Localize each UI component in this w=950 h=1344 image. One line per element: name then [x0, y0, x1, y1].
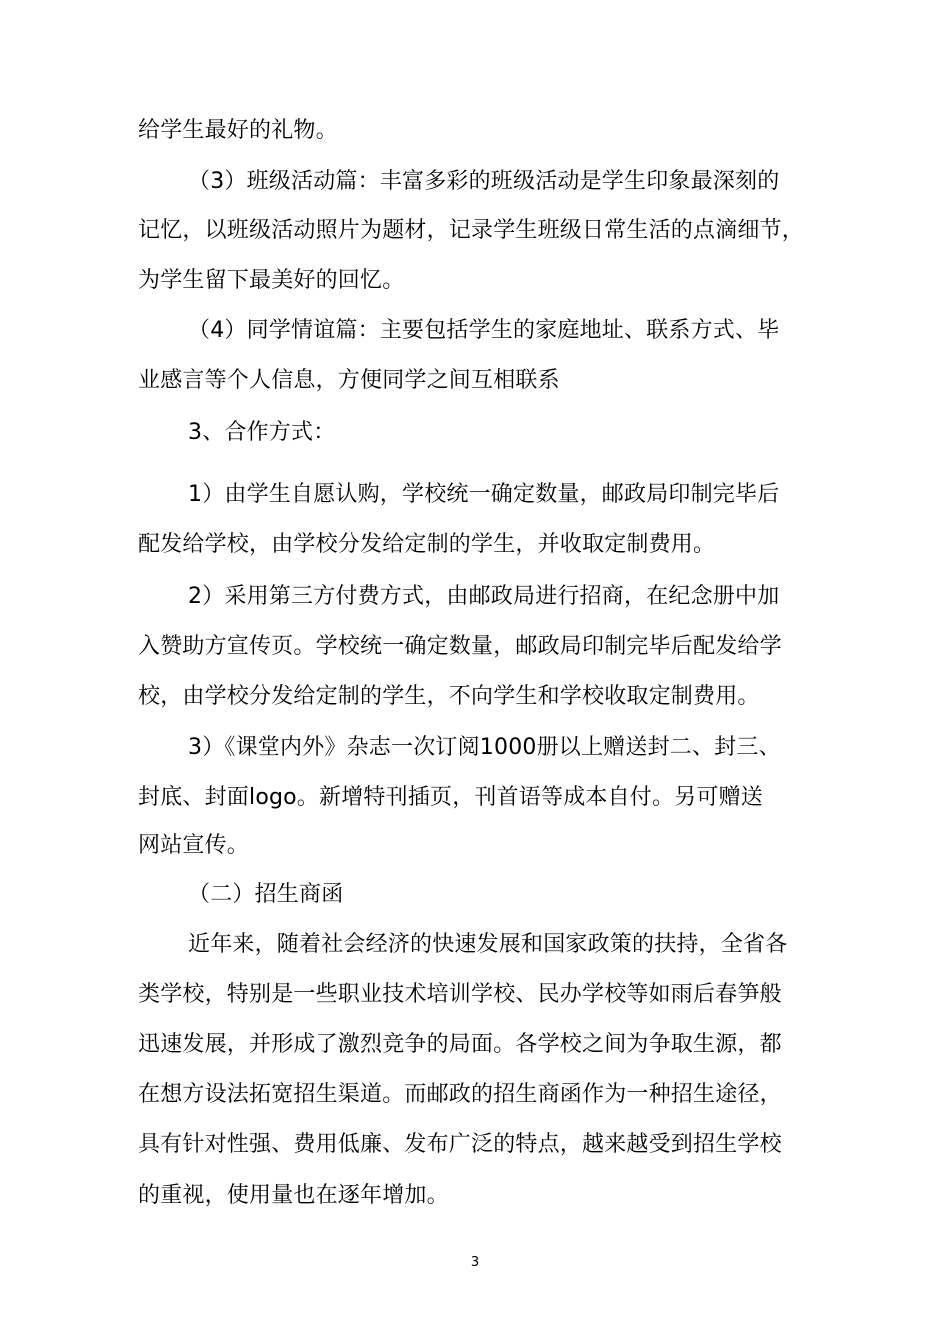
text-line: （4）同学情谊篇：主要包括学生的家庭地址、联系方式、毕: [188, 318, 780, 343]
text-line: 配发给学校，由学校分发给定制的学生，并收取定制费用。: [138, 532, 716, 557]
text-line: 业感言等个人信息，方便同学之间互相联系: [138, 368, 560, 393]
page-number: 3: [470, 1255, 480, 1270]
text-line: 为学生留下最美好的回忆。: [138, 268, 405, 293]
text-line: （3）班级活动篇：丰富多彩的班级活动是学生印象最深刻的: [188, 169, 780, 194]
text-line: 校，由学校分发给定制的学生，不向学生和学校收取定制费用。: [138, 684, 760, 709]
text-line: 1）由学生自愿认购，学校统一确定数量，邮政局印制完毕后: [188, 482, 780, 507]
section-heading: （二）招生商函: [188, 882, 344, 907]
text-line: 类学校，特别是一些职业技术培训学校、民办学校等如雨后春笋般: [138, 982, 782, 1007]
text-line: 入赞助方宣传页。学校统一确定数量，邮政局印制完毕后配发给学: [138, 634, 782, 659]
text-line: 在想方设法拓宽招生渠道。而邮政的招生商函作为一种招生途径，: [138, 1082, 782, 1107]
text-line: 记忆，以班级活动照片为题材，记录学生班级日常生活的点滴细节，: [138, 218, 805, 243]
text-line: 封底、封面logo。新增特刊插页，刊首语等成本自付。另可赠送: [138, 785, 763, 810]
text-line: 具有针对性强、费用低廉、发布广泛的特点，越来越受到招生学校: [138, 1132, 782, 1157]
text-line: 给学生最好的礼物。: [138, 118, 338, 143]
text-line: 网站宣传。: [138, 833, 250, 858]
text-line: 3）《课堂内外》杂志一次订阅1000册以上赠送封二、封三、: [188, 735, 781, 760]
text-line: 的重视，使用量也在逐年增加。: [138, 1183, 449, 1208]
section-heading: 3、合作方式：: [188, 420, 336, 445]
text-line: 2）采用第三方付费方式，由邮政局进行招商，在纪念册中加: [188, 584, 780, 609]
text-line: 近年来，随着社会经济的快速发展和国家政策的扶持，全省各: [188, 932, 788, 957]
text-line: 迅速发展，并形成了激烈竞争的局面。各学校之间为争取生源，都: [138, 1032, 782, 1057]
